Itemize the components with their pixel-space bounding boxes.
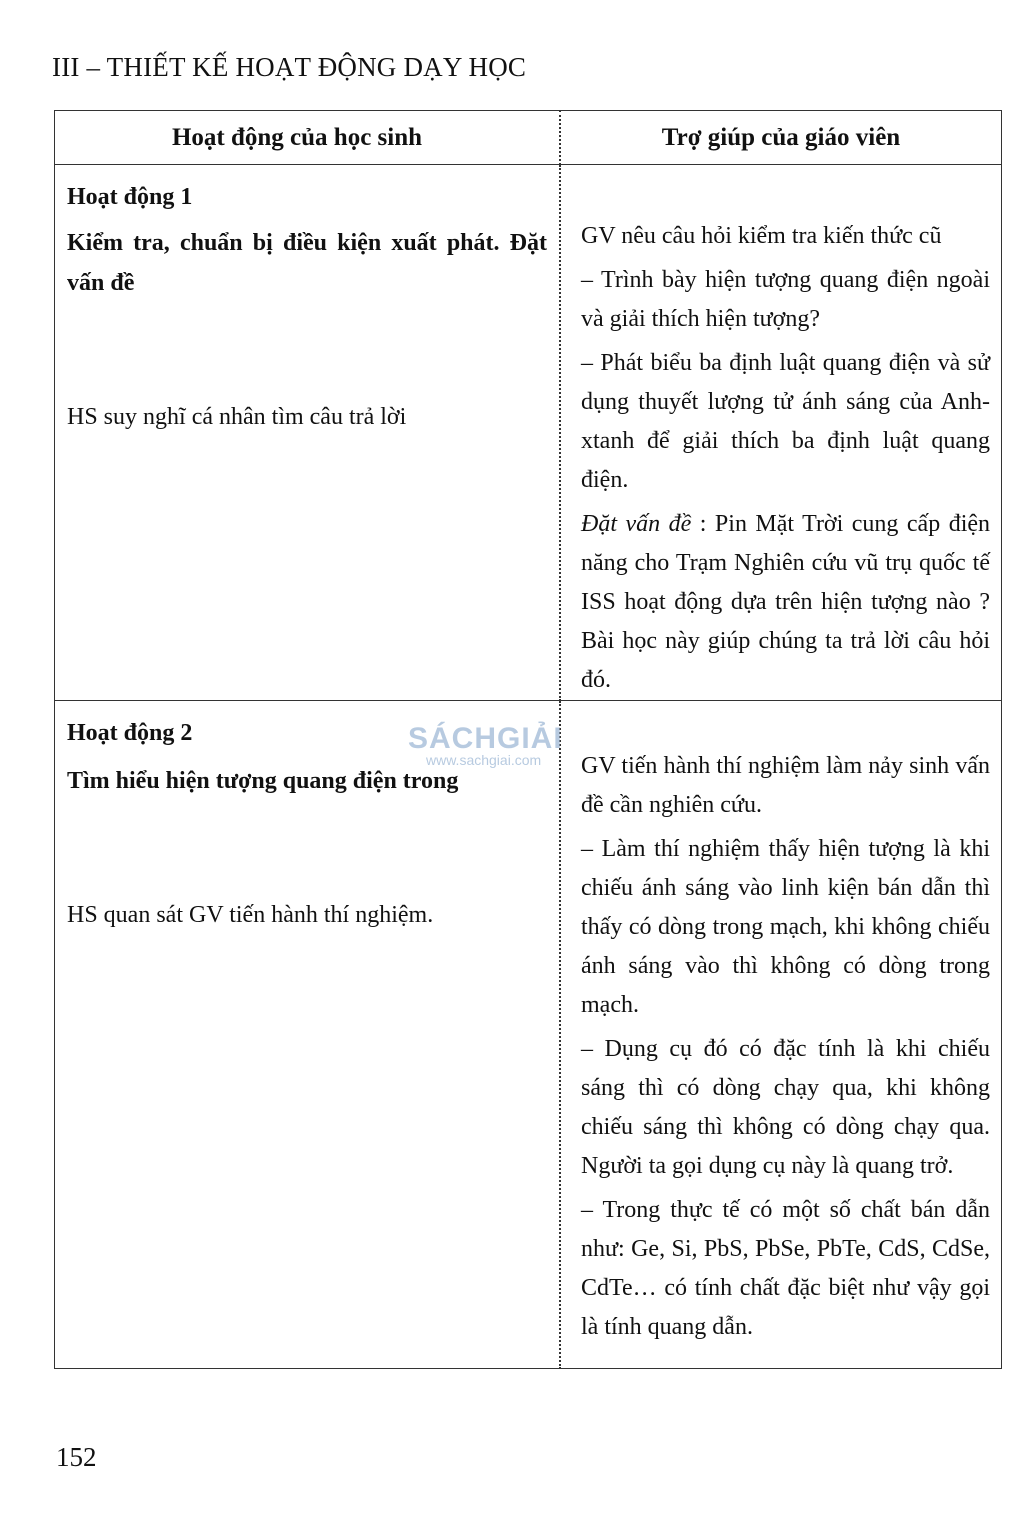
activity-1-student-cell — [55, 165, 561, 701]
activity-2-student-cell — [55, 701, 561, 1369]
watermark-logo: SÁCHGIẢI — [408, 722, 563, 755]
table-row — [55, 701, 1002, 1369]
header-student-activity: Hoạt động của học sinh — [55, 111, 561, 165]
activity-2-teacher-line: – Làm thí nghiệm thấy hiện tượng là khi chiếu ánh sáng vào linh kiện bán dẫn thì thấy có dòng trong mạch, khi không chiếu ánh sáng vào thì không có dòng trong mạch. — [581, 836, 990, 1018]
watermark-url: www.sachgiai.com — [426, 752, 542, 768]
activity-1-teacher-problem: Đặt vấn đề : Pin Mặt Trời cung cấp điện năng cho Trạm Nghiên cứu vũ trụ quốc tế ISS hoạt động dựa trên hiện tượng nào ? Bài học này giúp chúng ta trả lời câu hỏi đó. — [581, 511, 991, 693]
activity-2-teacher-line: GV tiến hành thí nghiệm làm nảy sinh vấn đề cần nghiên cứu. — [581, 753, 990, 818]
activity-1-topic: Kiểm tra, chuẩn bị điều kiện xuất phát. Đặt vấn đề — [67, 230, 547, 296]
watermark — [408, 722, 563, 768]
problem-text: Pin Mặt Trời cung cấp điện năng cho Trạm Nghiên cứu vũ trụ quốc tế ISS hoạt động dựa trên hiện tượng nào ? Bài học này giúp chúng ta trả lời câu hỏi đó. — [581, 511, 991, 693]
activity-2-topic: Tìm hiểu hiện tượng quang điện trong — [67, 768, 459, 794]
activity-1-title: Hoạt động 1 — [67, 184, 193, 210]
table-header-row — [55, 111, 1002, 165]
problem-label: Đặt vấn đề — [581, 511, 692, 537]
activity-2-student-note: HS quan sát GV tiến hành thí nghiệm. — [67, 902, 434, 928]
activity-1-teacher-line: – Trình bày hiện tượng quang điện ngoài và giải thích hiện tượng? — [581, 267, 990, 332]
activity-1-teacher-line: – Phát biểu ba định luật quang điện và sử dụng thuyết lượng tử ánh sáng của Anh-xtanh để giải thích ba định luật quang điện. — [581, 350, 990, 493]
activity-1-teacher-line: GV nêu câu hỏi kiểm tra kiến thức cũ — [581, 223, 942, 249]
activity-2-teacher-line: – Dụng cụ đó có đặc tính là khi chiếu sáng thì có dòng chạy qua, khi không chiếu sáng thì không có dòng chạy qua. Người ta gọi dụng cụ này là quang trở. — [581, 1036, 990, 1179]
page-number: 152 — [56, 1442, 97, 1472]
section-heading: III – THIẾT KẾ HOẠT ĐỘNG DẠY HỌC — [52, 52, 527, 82]
activity-2-teacher-line: – Trong thực tế có một số chất bán dẫn như: Ge, Si, PbS, PbSe, PbTe, CdS, CdSe, CdTe… có tính chất đặc biệt như vậy gọi là tính quang dẫn. — [581, 1197, 990, 1340]
activity-2-teacher-cell — [560, 701, 1002, 1369]
header-teacher-support: Trợ giúp của giáo viên — [560, 111, 1002, 165]
table-row — [55, 165, 1002, 701]
activity-1-student-note: HS suy nghĩ cá nhân tìm câu trả lời — [67, 404, 407, 430]
activity-2-title: Hoạt động 2 — [67, 720, 193, 746]
activity-1-teacher-cell — [560, 165, 1002, 701]
